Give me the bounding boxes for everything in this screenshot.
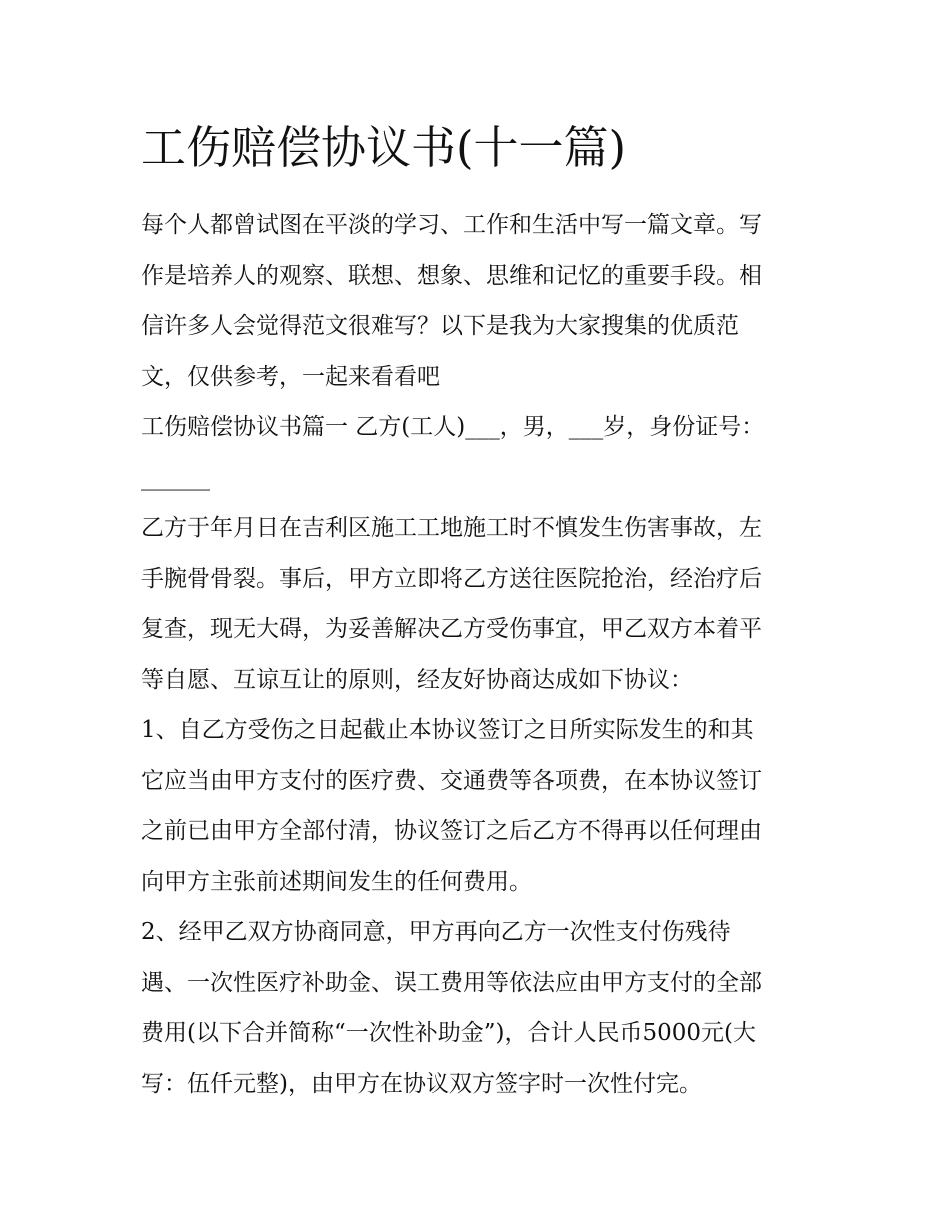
paragraph — [141, 200, 813, 402]
paragraph — [141, 705, 813, 907]
paragraph-line: 等自愿、互谅互让的原则，经友好协商达成如下协议： — [141, 666, 693, 693]
paragraph-line: 乙方于年月日在吉利区施工工地施工时不慎发生伤害事故，左 — [141, 515, 762, 541]
document-page — [141, 118, 813, 1109]
paragraph-line: 费用(以下合并简称“一次性补助金”)，合计人民币5000元(大 — [141, 1020, 756, 1046]
paragraph — [141, 907, 813, 1109]
paragraph-line: 向甲方主张前述期间发生的任何费用。 — [141, 868, 532, 895]
paragraph-line: 作是培养人的观察、联想、想象、思维和记忆的重要手段。相 — [141, 262, 762, 289]
paragraph-line: ______ — [141, 464, 210, 491]
paragraph-line: 工伤赔偿协议书篇一 乙方(工人)___，男，___岁，身份证号： — [141, 414, 765, 440]
document-body — [141, 200, 813, 1109]
paragraph-line: 遇、一次性医疗补助金、误工费用等依法应由甲方支付的全部 — [141, 969, 762, 996]
paragraph-line: 2、经甲乙双方协商同意，甲方再向乙方一次性支付伤残待 — [141, 919, 731, 945]
paragraph-line: 它应当由甲方支付的医疗费、交通费等各项费，在本协议签订 — [141, 767, 762, 794]
paragraph-line: 每个人都曾试图在平淡的学习、工作和生活中写一篇文章。写 — [141, 212, 762, 238]
paragraph-line: 信许多人会觉得范文很难写？以下是我为大家搜集的优质范 — [141, 313, 739, 339]
paragraph-line: 文，仅供参考，一起来看看吧 — [141, 363, 440, 390]
document-title: 工伤赔偿协议书(十一篇) — [141, 121, 627, 174]
paragraph-line: 复查，现无大碍，为妥善解决乙方受伤事宜，甲乙双方本着平 — [141, 616, 762, 642]
paragraph — [141, 402, 813, 503]
paragraph-line: 之前已由甲方全部付清，协议签订之后乙方不得再以任何理由 — [141, 818, 762, 844]
paragraph — [141, 503, 813, 705]
paragraph-line: 写：伍仟元整)，由甲方在协议双方签字时一次性付完。 — [141, 1070, 702, 1097]
paragraph-line: 手腕骨骨裂。事后，甲方立即将乙方送往医院抢治，经治疗后 — [141, 565, 762, 592]
paragraph-line: 1、自乙方受伤之日起截止本协议签订之日所实际发生的和其 — [141, 717, 754, 743]
